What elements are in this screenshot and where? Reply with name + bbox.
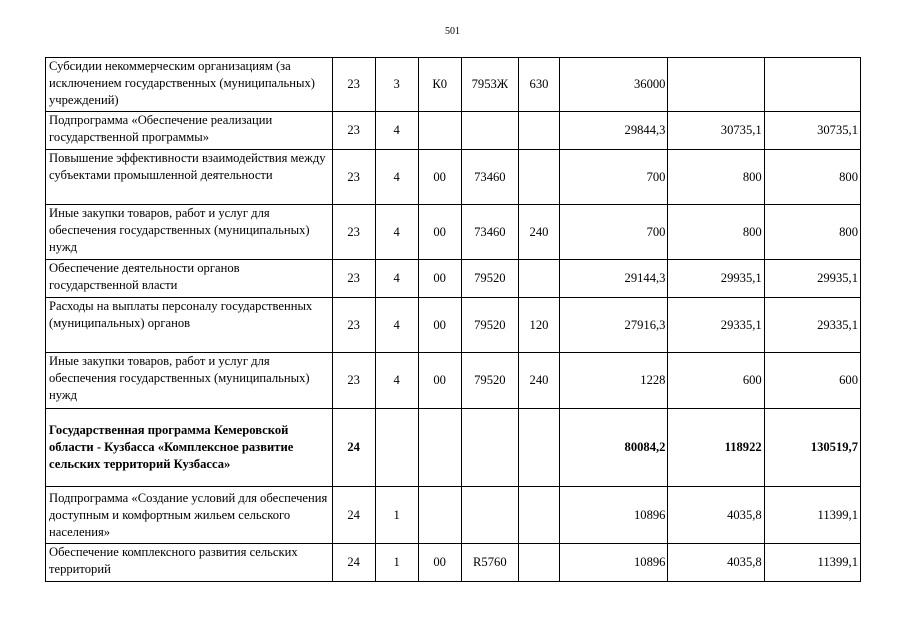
cell-code: 00 bbox=[418, 150, 461, 205]
cell-value: 800 bbox=[668, 150, 764, 205]
cell-code: 1 bbox=[375, 487, 418, 544]
cell-value: 30735,1 bbox=[668, 112, 764, 150]
cell-code: К0 bbox=[418, 58, 461, 112]
table-row bbox=[46, 353, 861, 409]
cell-code: 79520 bbox=[461, 260, 518, 298]
cell-value: 29335,1 bbox=[668, 298, 764, 353]
cell-code: 4 bbox=[375, 298, 418, 353]
cell-value: 30735,1 bbox=[764, 112, 860, 150]
cell-value: 29935,1 bbox=[764, 260, 860, 298]
table-row bbox=[46, 205, 861, 260]
cell-value: 130519,7 bbox=[764, 409, 860, 487]
cell-value: 27916,3 bbox=[559, 298, 668, 353]
cell-code bbox=[461, 487, 518, 544]
cell-code: 240 bbox=[519, 353, 560, 409]
row-name: Субсидии некоммерческим организациям (за исключением государственных (муниципальных) учреждений) bbox=[46, 58, 333, 112]
cell-code: 240 bbox=[519, 205, 560, 260]
row-name: Расходы на выплаты персоналу государственных (муниципальных) органов bbox=[46, 298, 333, 353]
cell-code: 24 bbox=[332, 544, 375, 582]
cell-value: 4035,8 bbox=[668, 487, 764, 544]
cell-value: 700 bbox=[559, 150, 668, 205]
cell-code: 23 bbox=[332, 298, 375, 353]
cell-code: 23 bbox=[332, 260, 375, 298]
cell-value: 118922 bbox=[668, 409, 764, 487]
cell-value: 10896 bbox=[559, 487, 668, 544]
table-row bbox=[46, 298, 861, 353]
cell-value: 11399,1 bbox=[764, 544, 860, 582]
cell-code bbox=[461, 112, 518, 150]
table-row bbox=[46, 58, 861, 112]
row-name: Государственная программа Кемеровской области - Кузбасса «Комплексное развитие сельских территорий Кузбасса» bbox=[46, 409, 333, 487]
cell-code: 4 bbox=[375, 205, 418, 260]
row-name: Повышение эффективности взаимодействия между субъектами промышленной деятельности bbox=[46, 150, 333, 205]
row-name: Иные закупки товаров, работ и услуг для обеспечения государственных (муниципальных) нужд bbox=[46, 205, 333, 260]
cell-code: 4 bbox=[375, 353, 418, 409]
cell-code: 23 bbox=[332, 353, 375, 409]
cell-value: 10896 bbox=[559, 544, 668, 582]
cell-code: 73460 bbox=[461, 205, 518, 260]
cell-code bbox=[418, 487, 461, 544]
cell-value bbox=[764, 58, 860, 112]
cell-code: 4 bbox=[375, 112, 418, 150]
cell-value: 800 bbox=[764, 150, 860, 205]
cell-code: 73460 bbox=[461, 150, 518, 205]
cell-code: 120 bbox=[519, 298, 560, 353]
cell-code: 1 bbox=[375, 544, 418, 582]
cell-value bbox=[668, 58, 764, 112]
cell-value: 1228 bbox=[559, 353, 668, 409]
cell-value: 29844,3 bbox=[559, 112, 668, 150]
cell-code bbox=[461, 409, 518, 487]
row-name: Подпрограмма «Обеспечение реализации государственной программы» bbox=[46, 112, 333, 150]
cell-value: 800 bbox=[668, 205, 764, 260]
cell-code: 79520 bbox=[461, 353, 518, 409]
cell-value: 700 bbox=[559, 205, 668, 260]
cell-code bbox=[519, 150, 560, 205]
cell-code: 24 bbox=[332, 409, 375, 487]
cell-code: 24 bbox=[332, 487, 375, 544]
cell-value: 36000 bbox=[559, 58, 668, 112]
cell-code bbox=[519, 112, 560, 150]
table-row bbox=[46, 112, 861, 150]
cell-code: R5760 bbox=[461, 544, 518, 582]
cell-value: 80084,2 bbox=[559, 409, 668, 487]
cell-value: 600 bbox=[668, 353, 764, 409]
cell-value: 11399,1 bbox=[764, 487, 860, 544]
row-name: Иные закупки товаров, работ и услуг для обеспечения государственных (муниципальных) нужд bbox=[46, 353, 333, 409]
cell-code: 3 bbox=[375, 58, 418, 112]
row-name: Подпрограмма «Создание условий для обеспечения доступным и комфортным жильем сельского населения» bbox=[46, 487, 333, 544]
cell-value: 800 bbox=[764, 205, 860, 260]
cell-code: 23 bbox=[332, 150, 375, 205]
cell-code: 23 bbox=[332, 205, 375, 260]
cell-code: 23 bbox=[332, 58, 375, 112]
cell-code: 00 bbox=[418, 205, 461, 260]
cell-code bbox=[418, 112, 461, 150]
row-name: Обеспечение деятельности органов государственной власти bbox=[46, 260, 333, 298]
cell-code: 23 bbox=[332, 112, 375, 150]
cell-value: 29335,1 bbox=[764, 298, 860, 353]
cell-code: 00 bbox=[418, 260, 461, 298]
cell-code: 00 bbox=[418, 544, 461, 582]
cell-code bbox=[519, 544, 560, 582]
cell-value: 600 bbox=[764, 353, 860, 409]
cell-code: 7953Ж bbox=[461, 58, 518, 112]
table-row bbox=[46, 409, 861, 487]
table-row bbox=[46, 487, 861, 544]
cell-value: 29935,1 bbox=[668, 260, 764, 298]
cell-code bbox=[418, 409, 461, 487]
cell-code bbox=[375, 409, 418, 487]
table-row bbox=[46, 544, 861, 582]
cell-code: 00 bbox=[418, 353, 461, 409]
cell-code: 630 bbox=[519, 58, 560, 112]
table-row bbox=[46, 150, 861, 205]
cell-code bbox=[519, 409, 560, 487]
cell-code: 4 bbox=[375, 260, 418, 298]
cell-code: 4 bbox=[375, 150, 418, 205]
cell-value: 4035,8 bbox=[668, 544, 764, 582]
budget-table bbox=[45, 57, 861, 582]
table-row bbox=[46, 260, 861, 298]
row-name: Обеспечение комплексного развития сельских территорий bbox=[46, 544, 333, 582]
cell-code bbox=[519, 260, 560, 298]
cell-code bbox=[519, 487, 560, 544]
page-number: 501 bbox=[445, 26, 460, 37]
cell-code: 79520 bbox=[461, 298, 518, 353]
cell-code: 00 bbox=[418, 298, 461, 353]
cell-value: 29144,3 bbox=[559, 260, 668, 298]
